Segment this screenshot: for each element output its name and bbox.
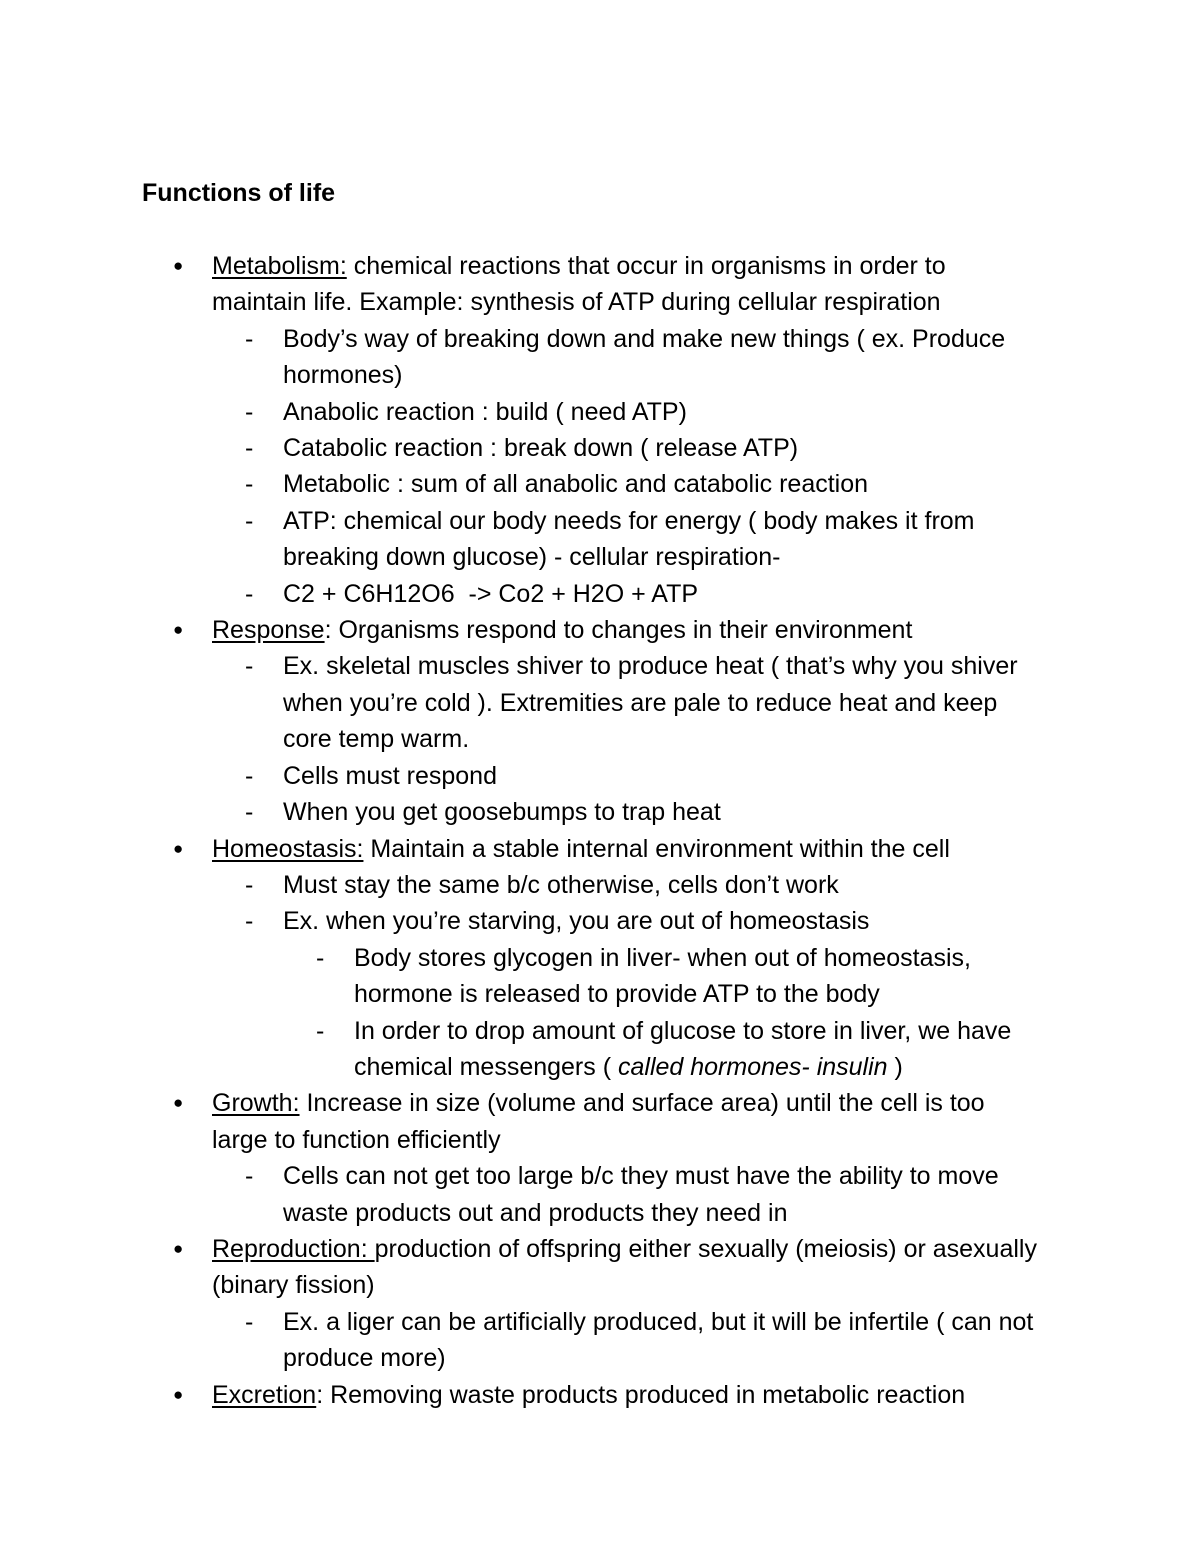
- list-item-metabolism: [0, 248, 1042, 321]
- definition-homeostasis: Maintain a stable internal environment within the cell: [363, 834, 950, 863]
- sub-item: - Cells must respond: [0, 758, 1048, 794]
- sub-item: - ATP: chemical our body needs for energy ( body makes it from breaking down glucose) - cellular respiration-: [0, 503, 1048, 576]
- sub-sub-item: [0, 1013, 1044, 1086]
- notes-list: [0, 248, 1200, 1413]
- sub-item: - Cells can not get too large b/c they must have the ability to move waste products out and products they need in: [0, 1158, 1048, 1231]
- list-item-growth: [0, 1085, 1042, 1158]
- sub-item: - When you get goosebumps to trap heat: [0, 794, 1048, 830]
- sub-item: - Anabolic reaction : build ( need ATP): [0, 394, 1048, 430]
- sub-item: - Ex. when you’re starving, you are out of homeostasis: [0, 903, 1048, 939]
- sub-item: - Ex. skeletal muscles shiver to produce heat ( that’s why you shiver when you’re cold ). Extremities are pale to reduce heat and keep core temp warm.: [0, 648, 1048, 757]
- term-homeostasis: Homeostasis:: [212, 834, 364, 863]
- term-excretion: Excretion: [212, 1380, 317, 1409]
- term-response: Response: [212, 616, 325, 645]
- sub-sub-item: - Body stores glycogen in liver- when out of homeostasis, hormone is released to provide ATP to the body: [0, 940, 1044, 1013]
- definition-metabolism: chemical reactions that occur in organisms in order to maintain life. Example: synthesis of ATP during cellular respiration: [212, 252, 946, 317]
- list-item-homeostasis: [0, 831, 1042, 867]
- definition-excretion: : Removing waste products produced in metabolic reaction: [316, 1380, 966, 1409]
- sub-sub-item-text: In order to drop amount of glucose to store in liver, we have chemical messengers (: [354, 1016, 1012, 1081]
- list-item-reproduction: [0, 1231, 1042, 1304]
- sub-item: - Metabolic : sum of all anabolic and catabolic reaction: [0, 466, 1048, 502]
- sub-item-equation: - C2 + C6H12O6 -> Co2 + H2O + ATP: [0, 576, 1048, 612]
- definition-response: : Organisms respond to changes in their environment: [324, 616, 913, 645]
- sub-sub-item-italic: called hormones- insulin: [617, 1052, 888, 1081]
- sub-item: - Body’s way of breaking down and make new things ( ex. Produce hormones): [0, 321, 1048, 394]
- sub-item: - Ex. a liger can be artificially produced, but it will be infertile ( can not produce more): [0, 1304, 1048, 1377]
- sub-item: - Must stay the same b/c otherwise, cells don’t work: [0, 867, 1048, 903]
- term-metabolism: Metabolism:: [212, 252, 347, 280]
- list-item-response: [0, 612, 1042, 648]
- sub-sub-item-end: ): [887, 1052, 903, 1081]
- definition-growth: Increase in size (volume and surface area) until the cell is too large to function efficiently: [212, 1089, 985, 1154]
- term-reproduction: Reproduction:: [212, 1234, 375, 1263]
- list-item-excretion: [0, 1377, 1042, 1413]
- page-title: Functions of life: [142, 179, 336, 207]
- sub-item: - Catabolic reaction : break down ( release ATP): [0, 430, 1048, 466]
- definition-reproduction: production of offspring either sexually (meiosis) or asexually (binary fission): [212, 1234, 1037, 1300]
- term-growth: Growth:: [212, 1089, 300, 1118]
